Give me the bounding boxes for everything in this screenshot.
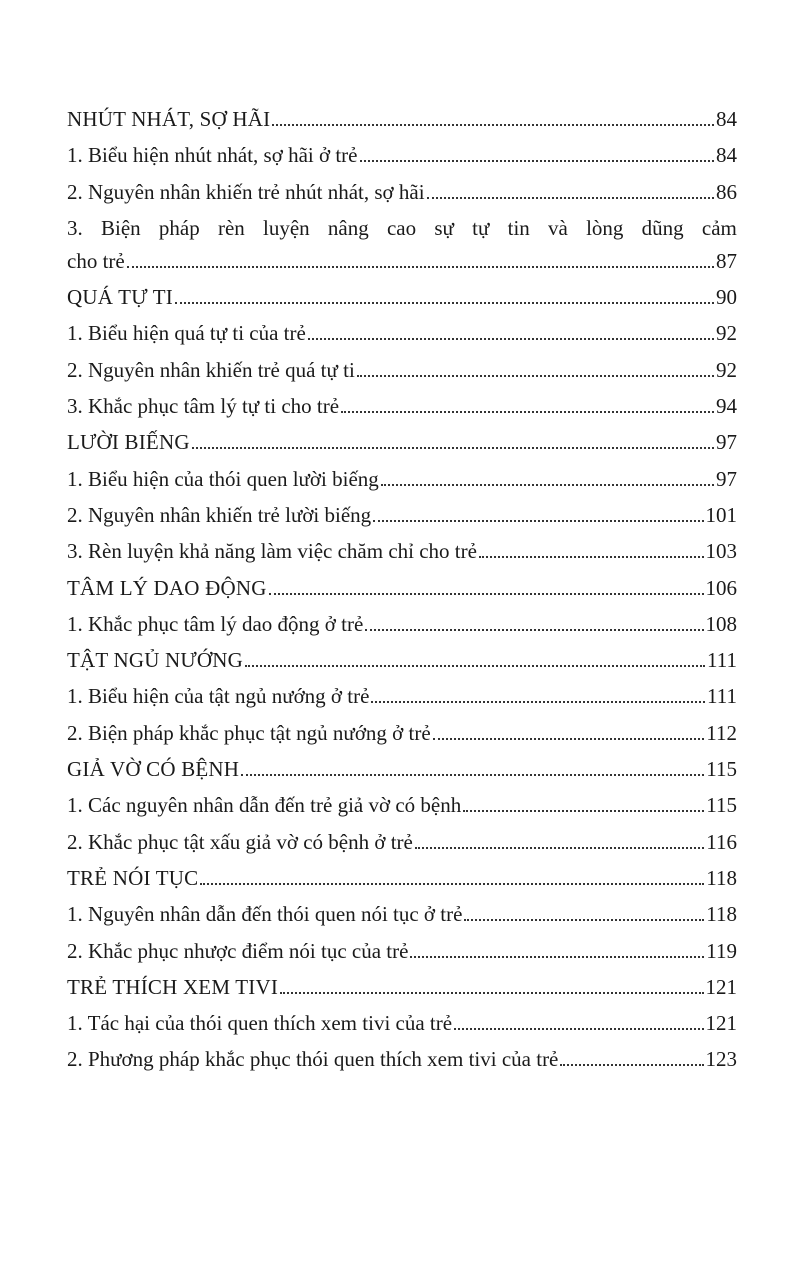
dot-leader bbox=[415, 847, 704, 849]
toc-entry[interactable] bbox=[67, 939, 737, 964]
toc-page-number: 103 bbox=[705, 539, 737, 564]
toc-page-number: 97 bbox=[716, 466, 737, 491]
dot-leader bbox=[245, 665, 705, 667]
dot-leader bbox=[308, 338, 714, 340]
toc-page-number: 123 bbox=[705, 1047, 737, 1072]
toc-entry-title-line2: cho trẻ bbox=[67, 248, 125, 273]
dot-leader bbox=[127, 266, 714, 268]
toc-section[interactable] bbox=[67, 107, 737, 132]
toc-page-number: 84 bbox=[716, 143, 737, 168]
dot-leader bbox=[381, 484, 714, 486]
toc-section-title: LƯỜI BIẾNG bbox=[67, 430, 190, 455]
dot-leader bbox=[365, 629, 703, 631]
toc-section-title: GIẢ VỜ CÓ BỆNH bbox=[67, 757, 240, 782]
toc-entry-title-line1: 3. Biện pháp rèn luyện nâng cao sự tự tin và lòng dũng cảm bbox=[67, 215, 737, 240]
toc-entry[interactable] bbox=[67, 143, 737, 168]
toc-entry[interactable] bbox=[67, 830, 737, 855]
toc-entry[interactable] bbox=[67, 793, 737, 818]
toc-entry[interactable] bbox=[67, 216, 737, 274]
toc-entry-title: 1. Biểu hiện của tật ngủ nướng ở trẻ bbox=[67, 684, 370, 709]
toc-entry[interactable] bbox=[67, 539, 737, 564]
toc-entry[interactable] bbox=[67, 684, 737, 709]
dot-leader bbox=[269, 593, 704, 595]
toc-section-title: TRẺ THÍCH XEM TIVI bbox=[67, 974, 279, 999]
table-of-contents bbox=[67, 107, 737, 1084]
toc-section[interactable] bbox=[67, 648, 737, 673]
toc-page-number: 101 bbox=[705, 502, 737, 527]
toc-entry-title: 3. Khắc phục tâm lý tự ti cho trẻ bbox=[67, 394, 340, 419]
toc-entry-title: 2. Biện pháp khắc phục tật ngủ nướng ở trẻ bbox=[67, 720, 431, 745]
toc-section-title: TÂM LÝ DAO ĐỘNG bbox=[67, 575, 267, 600]
toc-page-number: 112 bbox=[706, 720, 737, 745]
dot-leader bbox=[410, 956, 704, 958]
dot-leader bbox=[280, 992, 703, 994]
toc-entry[interactable] bbox=[67, 612, 737, 637]
dot-leader bbox=[479, 556, 704, 558]
dot-leader bbox=[192, 447, 714, 449]
toc-entry[interactable] bbox=[67, 1047, 737, 1072]
toc-entry-title: 1. Các nguyên nhân dẫn đến trẻ giả vờ có bệnh bbox=[67, 793, 462, 818]
toc-page-number: 92 bbox=[716, 321, 737, 346]
toc-page-number: 97 bbox=[716, 430, 737, 455]
dot-leader bbox=[371, 701, 705, 703]
dot-leader bbox=[454, 1028, 703, 1030]
toc-entry[interactable] bbox=[67, 467, 737, 492]
dot-leader bbox=[200, 883, 704, 885]
toc-section[interactable] bbox=[67, 430, 737, 455]
toc-entry-title: 1. Biểu hiện của thói quen lười biếng bbox=[67, 466, 379, 491]
toc-entry[interactable] bbox=[67, 180, 737, 205]
toc-entry-title: 1. Nguyên nhân dẫn đến thói quen nói tục ở trẻ bbox=[67, 902, 463, 927]
toc-entry-title: 2. Khắc phục tật xấu giả vờ có bệnh ở trẻ bbox=[67, 829, 413, 854]
toc-entry[interactable] bbox=[67, 394, 737, 419]
toc-entry-title: 2. Nguyên nhân khiến trẻ nhút nhát, sợ hãi bbox=[67, 179, 425, 204]
toc-entry-title: 3. Rèn luyện khả năng làm việc chăm chỉ cho trẻ bbox=[67, 539, 477, 564]
dot-leader bbox=[433, 738, 705, 740]
toc-section-title: NHÚT NHÁT, SỢ HÃI bbox=[67, 107, 271, 131]
toc-section[interactable] bbox=[67, 576, 737, 601]
dot-leader bbox=[272, 124, 714, 126]
toc-page-number: 111 bbox=[707, 684, 737, 709]
toc-page-number: 121 bbox=[705, 1011, 737, 1036]
dot-leader bbox=[341, 411, 714, 413]
toc-section[interactable] bbox=[67, 285, 737, 310]
dot-leader bbox=[464, 919, 704, 921]
toc-entry[interactable] bbox=[67, 721, 737, 746]
toc-page-number: 116 bbox=[706, 829, 737, 854]
dot-leader bbox=[357, 375, 714, 377]
toc-entry-title: 2. Phương pháp khắc phục thói quen thích xem tivi của trẻ bbox=[67, 1047, 559, 1072]
toc-entry-title: 2. Nguyên nhân khiến trẻ lười biếng bbox=[67, 502, 372, 527]
toc-entry-title: 1. Khắc phục tâm lý dao động ở trẻ bbox=[67, 611, 364, 636]
dot-leader bbox=[241, 774, 704, 776]
toc-entry[interactable] bbox=[67, 1011, 737, 1036]
toc-page-number: 108 bbox=[705, 611, 737, 636]
toc-section[interactable] bbox=[67, 757, 737, 782]
toc-entry-title: 1. Biểu hiện nhút nhát, sợ hãi ở trẻ bbox=[67, 143, 358, 168]
dot-leader bbox=[373, 520, 703, 522]
toc-page-number: 118 bbox=[706, 902, 737, 927]
toc-page-number: 87 bbox=[716, 248, 737, 273]
toc-page-number: 106 bbox=[705, 575, 737, 600]
toc-section-title: QUÁ TỰ TI bbox=[67, 285, 173, 310]
dot-leader bbox=[463, 810, 704, 812]
toc-entry-title: 1. Biểu hiện quá tự ti của trẻ bbox=[67, 321, 306, 346]
toc-entry[interactable] bbox=[67, 902, 737, 927]
toc-entry[interactable] bbox=[67, 503, 737, 528]
toc-page-number: 90 bbox=[716, 285, 737, 310]
toc-section-title: TRẺ NÓI TỤC bbox=[67, 865, 199, 890]
toc-page-number: 121 bbox=[705, 974, 737, 999]
toc-page-number: 115 bbox=[706, 793, 737, 818]
toc-page-number: 118 bbox=[706, 865, 737, 890]
toc-section[interactable] bbox=[67, 975, 737, 1000]
toc-section[interactable] bbox=[67, 866, 737, 891]
toc-page-number: 84 bbox=[716, 107, 737, 131]
toc-page-number: 119 bbox=[706, 938, 737, 963]
toc-page-number: 92 bbox=[716, 357, 737, 382]
toc-section-title: TẬT NGỦ NƯỚNG bbox=[67, 648, 243, 673]
dot-leader bbox=[360, 160, 715, 162]
toc-entry-title: 2. Nguyên nhân khiến trẻ quá tự ti bbox=[67, 357, 355, 382]
toc-entry-title: 1. Tác hại của thói quen thích xem tivi của trẻ bbox=[67, 1011, 453, 1036]
dot-leader bbox=[175, 302, 714, 304]
dot-leader bbox=[427, 197, 714, 199]
toc-page-number: 111 bbox=[707, 648, 737, 673]
toc-entry-title: 2. Khắc phục nhược điểm nói tục của trẻ bbox=[67, 938, 409, 963]
toc-page-number: 94 bbox=[716, 394, 737, 419]
dot-leader bbox=[560, 1064, 703, 1066]
toc-entry[interactable] bbox=[67, 321, 737, 346]
toc-page-number: 115 bbox=[706, 757, 737, 782]
toc-page-number: 86 bbox=[716, 179, 737, 204]
toc-entry[interactable] bbox=[67, 358, 737, 383]
